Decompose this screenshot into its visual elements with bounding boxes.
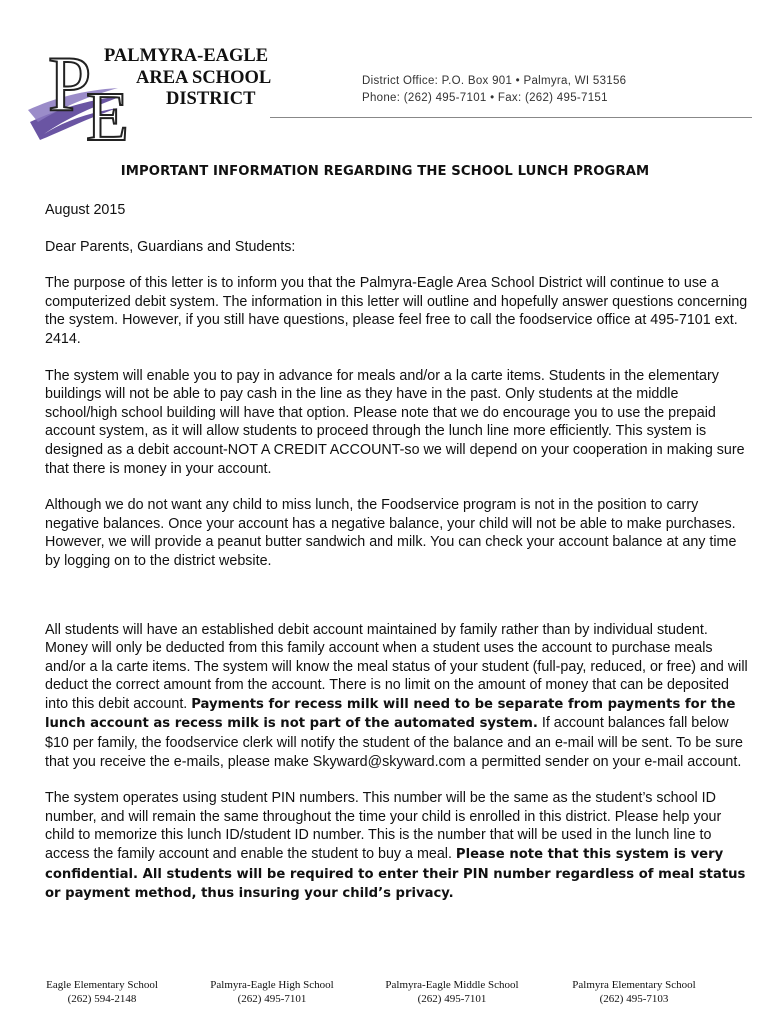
paragraph-family-account [45,621,750,772]
school-palmyra-elementary [544,978,724,1006]
letter-body [45,201,750,922]
recess-milk-notice: Payments for recess milk will need to be separate from payments for the lunch account as recess milk is not part of the automated system. [45,696,736,732]
school-phone: (262) 495-7101 [237,993,307,1005]
svg-text:P: P [48,40,92,127]
footer-schools [0,978,770,1014]
letter-title: IMPORTANT INFORMATION REGARDING THE SCHOOL LUNCH PROGRAM [120,164,650,179]
district-office-address: District Office: P.O. Box 901 • Palmyra, WI 53156 [362,75,627,87]
district-phone-fax: Phone: (262) 495-7101 • Fax: (262) 495-7151 [362,92,608,104]
school-phone: (262) 495-7103 [599,993,669,1005]
school-name: Palmyra-Eagle High School [210,979,334,991]
svg-text:E: E [86,79,129,144]
letter-date: August 2015 [45,202,126,218]
letter-salutation: Dear Parents, Guardians and Students: [45,238,296,255]
school-high [182,978,362,1006]
district-contact [362,73,626,107]
low-balance-text: If account balances fall below $10 per family, the foodservice clerk will notify the student of the balance and an e-mail will be sent. To be sure that you receive the e-mails, please make Skyward@skyward.com a permitted sender on your e-mail account. [45,715,744,770]
school-phone: (262) 594-2148 [67,993,137,1005]
confidentiality-notice: Please note that this system is very confidential. All students will be required to enter their PIN number regardless of meal status or payment method, thus insuring your child’s privacy. [45,847,746,902]
school-name: Palmyra Elementary School [572,979,696,991]
logo-line-2: AREA SCHOOL [136,68,272,88]
header-divider [270,117,752,118]
school-phone: (262) 495-7101 [417,993,487,1005]
family-account-text: All students will have an established debit account maintained by family rather than by individual student. Money will only be deducted from this family account when a student uses the account to purchase meals and/or a la carte items. The system will know the meal status of your student (full-pay, reduced, or free) and will deduct the correct amount from the account. There is no limit on the amount of money that can be deposited into this debit account. [45,621,748,712]
school-name: Eagle Elementary School [46,979,158,991]
school-name: Palmyra-Eagle Middle School [385,979,519,991]
district-logo [26,36,272,144]
logo-line-3: DISTRICT [166,89,256,109]
school-eagle-elementary [12,978,192,1006]
school-middle [362,978,542,1006]
paragraph-system: The system will enable you to pay in advance for meals and/or a la carte items. Students in the elementary buildings will not be able to pay cash in the line as they have in the past. Only students at the middle school/high school building will have that option. Please note that we do encourage you to use the prepaid account system, as it will allow students to proceed through the lunch line more efficiently. This system is designed as a debit account-NOT A CREDIT ACCOUNT-so we will depend on your cooperation in making sure that there is money in your account. [45,367,745,477]
paragraph-negative-balance: Although we do not want any child to miss lunch, the Foodservice program is not in the position to carry negative balances. Once your account has a negative balance, your child will not be able to make purchases. However, we will provide a peanut butter sandwich and milk. You can check your account balance at any time by logging on to the district website. [45,497,737,569]
pin-text: The system operates using student PIN numbers. This number will be the same as the student’s school ID number, and will remain the same throughout the time your child is enrolled in this district. Please help your child to memorize this lunch ID/student ID number. This is the number that will be used in the lunch line to access the family account and enable the student to buy a meal. [45,790,722,863]
paragraph-purpose: The purpose of this letter is to inform you that the Palmyra-Eagle Area School District will continue to use a computerized debit system. The information in this letter will outline and hopefully answer questions concerning the system. However, if you still have questions, please feel free to call the foodservice office at 495-7101 ext. 2414. [45,275,748,347]
paragraph-pin [45,789,750,904]
logo-line-1: PALMYRA-EAGLE [104,46,269,66]
